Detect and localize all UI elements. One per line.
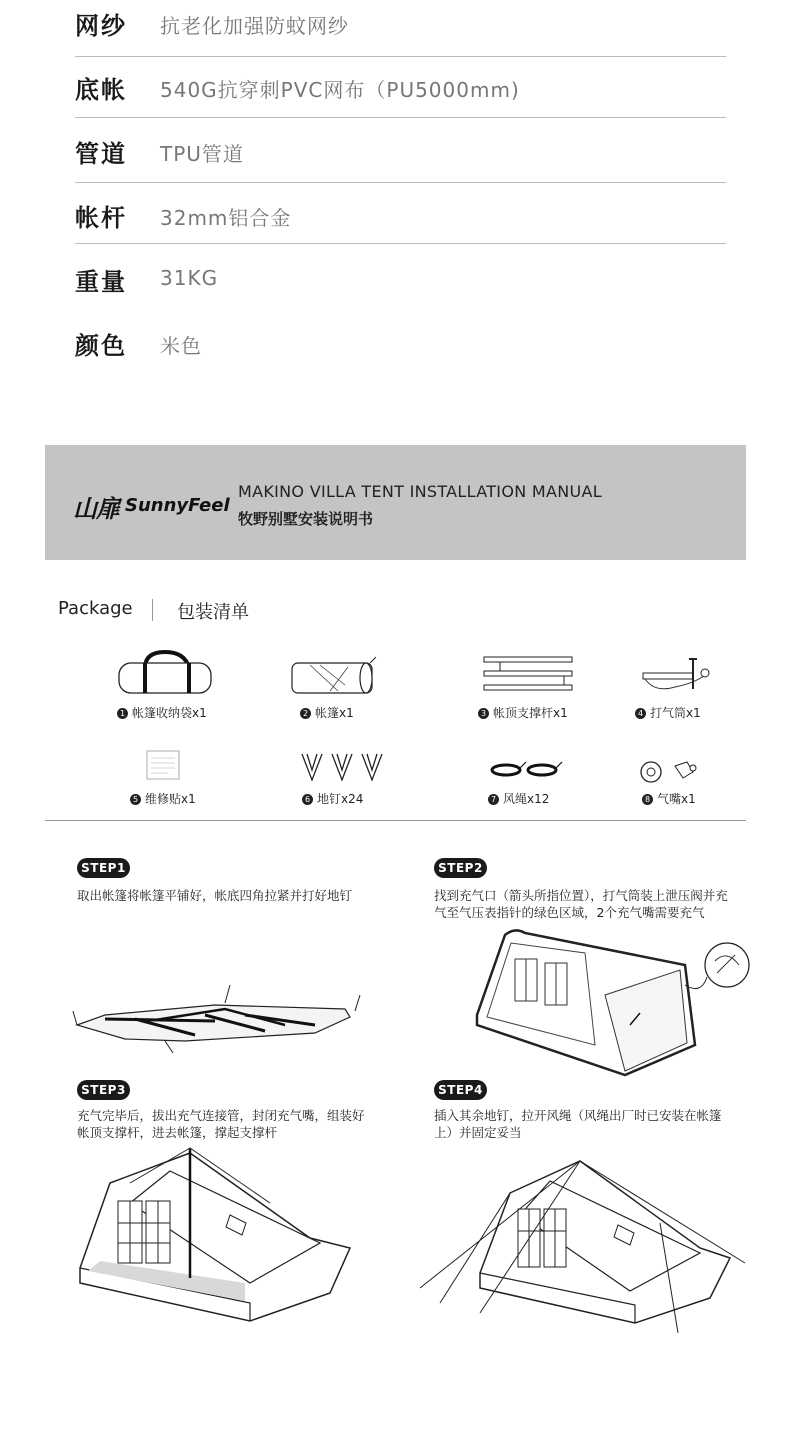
- spec-divider: [75, 117, 726, 118]
- manual-title-en: MAKINO VILLA TENT INSTALLATION MANUAL: [238, 482, 602, 501]
- package-item: [100, 648, 240, 728]
- step4-illustration: [420, 1153, 750, 1338]
- air-valve-icon: [637, 752, 707, 786]
- step2-text: 找到充气口（箭头所指位置），打气筒装上泄压阀并充 气至气压表指针的绿色区域，2个充气嘴需要充气: [434, 888, 728, 920]
- wind-rope-icon: [486, 754, 566, 784]
- item-label: 帐顶支撑杆x1: [493, 706, 568, 720]
- item-number: 4: [635, 708, 646, 719]
- package-item: [630, 648, 730, 728]
- package-title-en: Package: [58, 598, 133, 619]
- spec-value: 抗老化加强防蚊网纱: [160, 14, 349, 38]
- item-label: 帐篷收纳袋x1: [132, 706, 207, 720]
- package-title-separator: [152, 599, 153, 621]
- step2-illustration: [465, 925, 785, 1085]
- spec-label: 重量: [75, 268, 127, 296]
- ground-stake-icon: [298, 750, 398, 784]
- package-item: [290, 748, 410, 808]
- item-number: 2: [300, 708, 311, 719]
- spec-label: 颜色: [75, 332, 127, 360]
- item-label: 气嘴x1: [657, 792, 696, 806]
- spec-value: 32mm铝合金: [160, 206, 292, 230]
- spec-label: 管道: [75, 140, 127, 168]
- air-pump-icon: [635, 653, 715, 701]
- spec-value: 540G抗穿刺PVC网布（PU5000mm): [160, 78, 520, 102]
- item-label: 地钉x24: [317, 792, 364, 806]
- step4-text: 插入其余地钉，拉开风绳（风绳出厂时已安装在帐篷 上）并固定妥当: [434, 1108, 722, 1140]
- spec-divider: [75, 56, 726, 57]
- item-number: 1: [117, 708, 128, 719]
- item-label: 帐篷x1: [315, 706, 354, 720]
- spec-divider: [75, 243, 726, 244]
- step4-badge: STEP4: [434, 1080, 487, 1100]
- item-label: 打气筒x1: [650, 706, 701, 720]
- spec-label: 网纱: [75, 12, 127, 40]
- step3-illustration: [70, 1143, 360, 1328]
- manual-title-cn: 牧野别墅安装说明书: [238, 510, 374, 528]
- spec-value: TPU管道: [160, 142, 244, 166]
- spec-value: 31KG: [160, 266, 219, 290]
- package-item: [632, 748, 732, 808]
- package-item: [478, 748, 588, 808]
- spec-divider: [75, 182, 726, 183]
- spec-value: 米色: [160, 334, 202, 358]
- package-item: [280, 648, 400, 728]
- manual-banner: [45, 445, 746, 560]
- item-label: 维修贴x1: [145, 792, 196, 806]
- repair-patch-icon: [146, 750, 180, 780]
- brand-logo-cn: 山扉: [73, 495, 119, 523]
- package-item: [120, 748, 220, 808]
- support-pole-icon: [480, 653, 580, 698]
- item-number: 8: [642, 794, 653, 805]
- step1-illustration: [65, 975, 385, 1065]
- step3-text: 充气完毕后，拔出充气连接管，封闭充气嘴，组装好 帐顶支撑杆，进去帐篷，撑起支撑杆: [77, 1108, 365, 1140]
- package-divider: [45, 820, 746, 821]
- item-number: 3: [478, 708, 489, 719]
- item-number: 5: [130, 794, 141, 805]
- step1-badge: STEP1: [77, 858, 130, 878]
- tent-icon: [290, 653, 380, 703]
- brand-logo-en: SunnyFeel: [125, 495, 230, 516]
- item-number: 6: [302, 794, 313, 805]
- step1-text: 取出帐篷将帐篷平铺好，帐底四角拉紧并打好地钉: [77, 888, 353, 903]
- step3-badge: STEP3: [77, 1080, 130, 1100]
- item-number: 7: [488, 794, 499, 805]
- item-label: 风绳x12: [503, 792, 550, 806]
- spec-label: 帐杆: [75, 204, 127, 232]
- spec-label: 底帐: [75, 76, 127, 104]
- package-title-cn: 包装清单: [177, 602, 249, 623]
- package-item: [470, 648, 590, 728]
- step2-badge: STEP2: [434, 858, 487, 878]
- storage-bag-icon: [115, 648, 215, 698]
